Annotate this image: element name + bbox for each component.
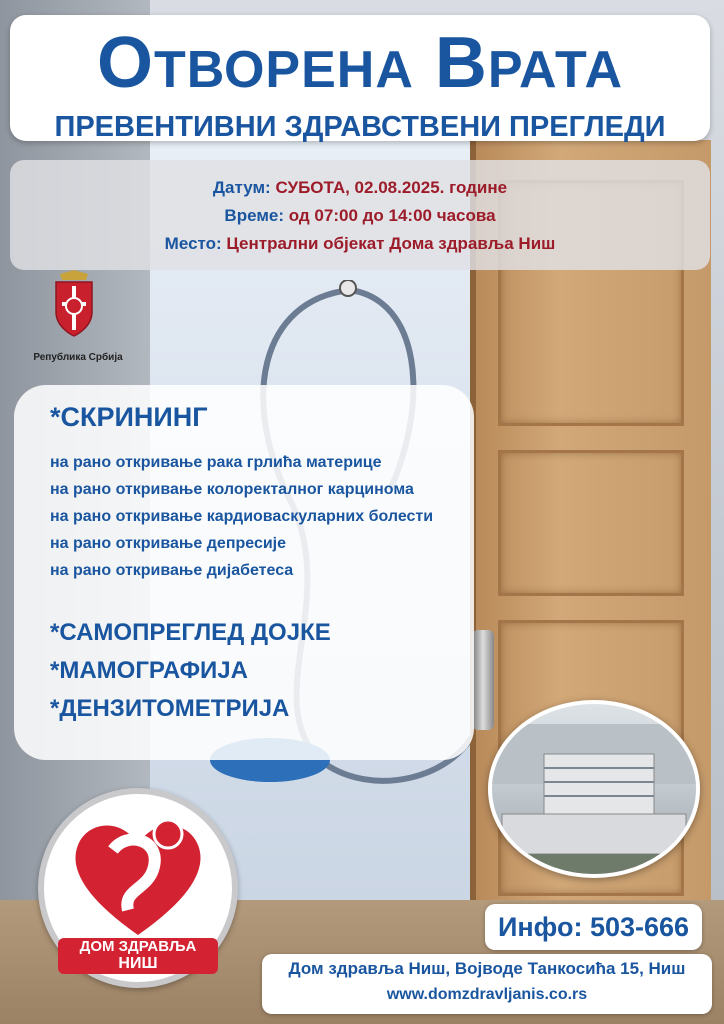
page-subtitle: ПРЕВЕНТИВНИ ЗДРАВСТВЕНИ ПРЕГЛЕДИ [54, 111, 666, 143]
info-phone: Инфо: 503-666 [485, 904, 702, 950]
website-link[interactable]: www.domzdravljanis.co.rs [386, 986, 588, 1003]
door-handle [472, 630, 494, 730]
building-image [492, 704, 696, 874]
screening-heading: *СКРИНИНГ [50, 402, 208, 432]
serbia-coat-of-arms-icon [52, 270, 96, 340]
address-box [262, 954, 712, 1014]
health-center-logo [38, 788, 238, 988]
address-text: Дом здравља Ниш, Војводе Танкосића 15, Ниш [288, 959, 686, 978]
screening-item: на рано откривање дијабетеса [50, 562, 294, 579]
door-panel-middle [498, 450, 684, 596]
event-details [10, 160, 710, 270]
event-place: Место: Централни објекат Дома здравља Ниш [164, 234, 556, 253]
mammography-heading: *МАМОГРАФИЈА [50, 657, 248, 684]
screening-item: на рано откривање колоректалног карцинома [50, 481, 414, 498]
logo-text: ДОМ ЗДРАВЉА НИШ [58, 938, 218, 974]
header-banner [10, 15, 710, 141]
building-photo [488, 700, 700, 878]
crest-label: Република Србија [33, 352, 123, 363]
screening-item: на рано откривање рака грлића материце [50, 454, 382, 471]
heart-icon [68, 810, 208, 940]
densitometry-heading: *ДЕНЗИТОМЕТРИЈА [50, 695, 290, 722]
page-title: ОТВОРЕНА ВРАТА [96, 23, 624, 103]
screening-panel [14, 385, 474, 760]
screening-item: на рано откривање кардиоваскуларних болести [50, 508, 434, 525]
breast-self-exam-heading: *САМОПРЕГЛЕД ДОЈКЕ [50, 619, 331, 646]
screening-item: на рано откривање депресије [50, 535, 287, 552]
event-date: Датум: СУБОТА, 02.08.2025. године [212, 178, 508, 197]
event-time: Време: од 07:00 до 14:00 часова [224, 206, 496, 225]
